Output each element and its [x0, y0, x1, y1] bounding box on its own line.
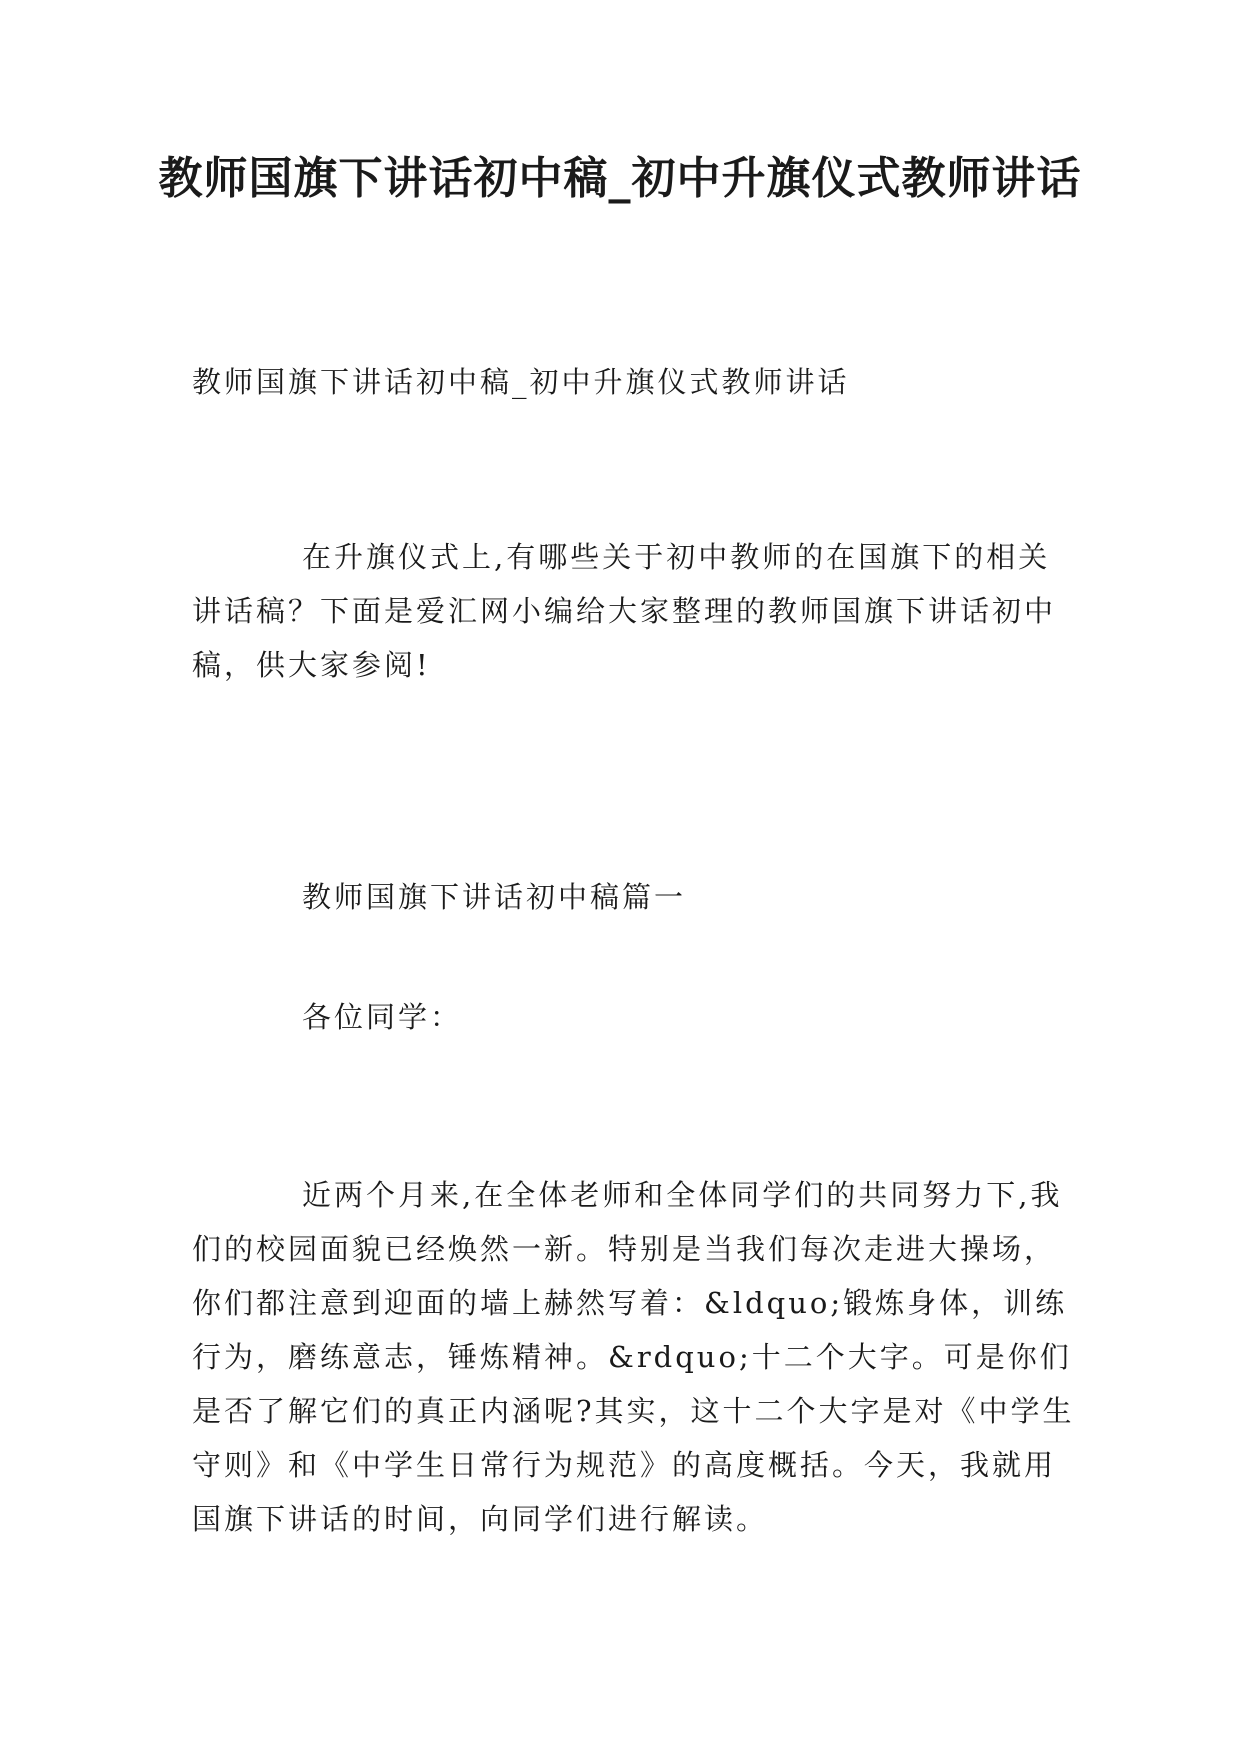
- section-heading: 教师国旗下讲话初中稿篇一: [302, 880, 687, 914]
- body-paragraph: 近两个月来,在全体老师和全体同学们的共同努力下,我们的校园面貌已经焕然一新。特别是当我们每次走进大操场，你们都注意到迎面的墙上赫然写着：&ldquo;锻炼身体，训练行为，磨练意志，锤炼精神。&rdquo;十二个大字。可是你们是否了解它们的真正内涵呢?其实，这十二个大字是对《中学生守则》和《中学生日常行为规范》的高度概括。今天，我就用国旗下讲话的时间，向同学们进行解读。: [192, 1178, 1075, 1536]
- document-subtitle: 教师国旗下讲话初中稿_初中升旗仪式教师讲话: [192, 365, 850, 399]
- document-title: 教师国旗下讲话初中稿_初中升旗仪式教师讲话: [158, 153, 1082, 204]
- intro-paragraph: 在升旗仪式上,有哪些关于初中教师的在国旗下的相关讲话稿？下面是爱汇网小编给大家整理的教师国旗下讲话初中稿，供大家参阅!: [192, 540, 1057, 682]
- salutation: 各位同学：: [302, 1000, 463, 1034]
